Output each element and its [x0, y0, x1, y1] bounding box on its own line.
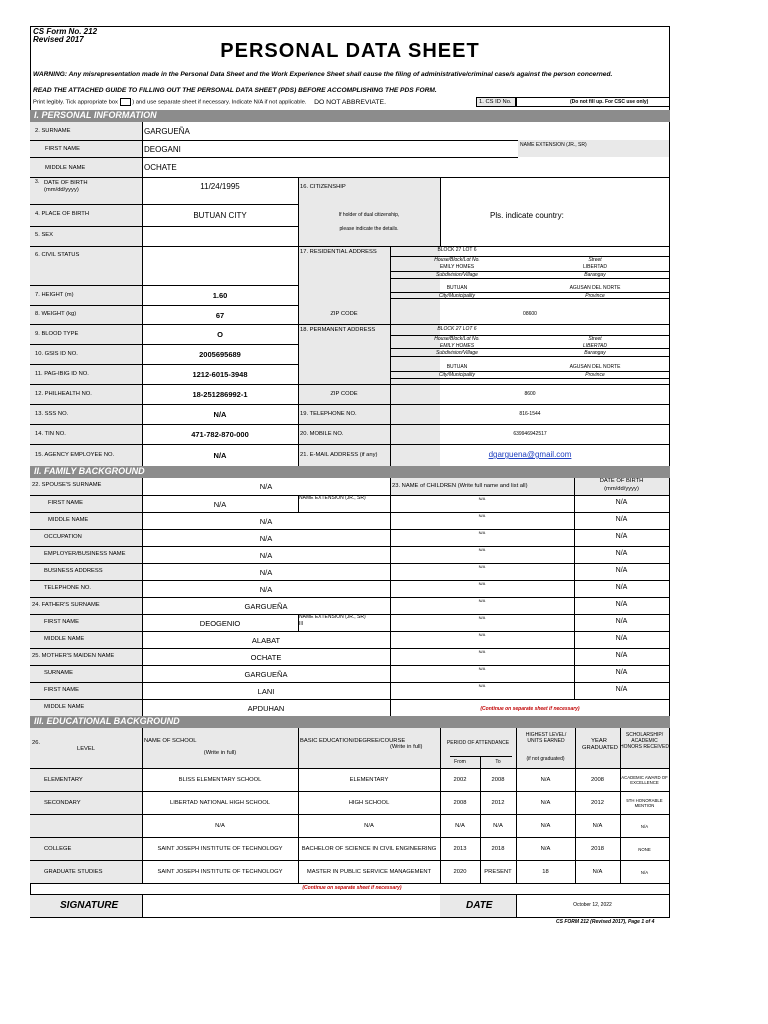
- print-instructions: [33, 98, 386, 107]
- spouse-surname-field[interactable]: N/A: [259, 482, 273, 491]
- res-subdivision-field[interactable]: EMILY HOMES: [439, 264, 475, 270]
- email-field[interactable]: dgarguena@gmail.com: [488, 450, 572, 459]
- perm-house-field[interactable]: BLOCK 27 LOT 6: [437, 326, 477, 332]
- child-name-field[interactable]: N/A: [478, 683, 486, 688]
- res-street-caption: Street: [588, 257, 602, 263]
- labels-column-bg-2: [298, 177, 440, 466]
- mother-middle-name-field[interactable]: APDUHAN: [247, 704, 285, 713]
- edu-level-field: SECONDARY: [44, 799, 81, 806]
- father-name-ext-field[interactable]: III: [299, 621, 304, 627]
- pagibig-field[interactable]: 1212-6015-3948: [192, 370, 248, 379]
- edu-school-field[interactable]: BLISS ELEMENTARY SCHOOL: [178, 776, 262, 783]
- res-zip-label: ZIP CODE: [330, 311, 358, 317]
- signature-label: SIGNATURE: [60, 900, 119, 911]
- edu-highest-field[interactable]: N/A: [540, 845, 551, 852]
- print-legibly-text: Print legibly. Tick appropriate box: [33, 99, 118, 106]
- weight-field[interactable]: 67: [215, 310, 225, 320]
- middle-name-field[interactable]: OCHATE: [144, 163, 177, 172]
- section-educational-background: III. EDUCATIONAL BACKGROUND: [30, 716, 670, 728]
- edu-from-field[interactable]: 2002: [453, 776, 467, 783]
- edu-school-field[interactable]: N/A: [215, 822, 225, 829]
- employer-label: EMPLOYER/BUSINESS NAME: [44, 551, 126, 557]
- mother-first-name-field[interactable]: LANI: [257, 687, 275, 696]
- telephone-label: 19. TELEPHONE NO.: [300, 411, 357, 417]
- child-name-field[interactable]: N/A: [478, 547, 486, 552]
- first-name-field[interactable]: DEOGANI: [144, 144, 181, 154]
- edu-to-header: To: [495, 759, 501, 765]
- email-label: 21. E-MAIL ADDRESS (if any): [300, 452, 378, 458]
- first-name-label: FIRST NAME: [45, 146, 80, 152]
- height-label: 7. HEIGHT (m): [35, 292, 74, 298]
- edu-year-field[interactable]: N/A: [592, 868, 603, 875]
- perm-city-field[interactable]: BUTUAN: [446, 364, 468, 370]
- child-name-field[interactable]: N/A: [478, 666, 486, 671]
- mobile-label: 20. MOBILE NO.: [300, 431, 344, 437]
- spouse-first-name-label: FIRST NAME: [48, 500, 83, 506]
- perm-zip-field[interactable]: 8600: [524, 391, 536, 397]
- perm-province-caption: Province: [585, 372, 605, 378]
- section-family-background: II. FAMILY BACKGROUND: [30, 466, 670, 478]
- edu-from-field[interactable]: 2008: [453, 799, 467, 806]
- dob-field[interactable]: 11/24/1995: [200, 181, 240, 191]
- weight-label: 8. WEIGHT (kg): [35, 311, 77, 317]
- dob-label: DATE OF BIRTH: [44, 180, 88, 186]
- father-surname-field[interactable]: GARGUEÑA: [244, 602, 288, 611]
- edu-honors-field[interactable]: N/A: [640, 823, 649, 829]
- edu-course-field[interactable]: MASTER IN PUBLIC SERVICE MANAGEMENT: [306, 868, 432, 875]
- edu-to-field[interactable]: 2008: [491, 776, 505, 783]
- page-note: CS FORM 212 (Revised 2017), Page 1 of 4: [556, 919, 655, 925]
- res-city-caption: City/Municipality: [438, 293, 476, 299]
- permanent-address-label: 18. PERMANENT ADDRESS: [300, 327, 376, 333]
- child-dob-field[interactable]: N/A: [615, 499, 628, 506]
- tin-field[interactable]: 471-782-870-000: [191, 430, 249, 439]
- edu-highest-field[interactable]: N/A: [540, 776, 551, 783]
- surname-label: 2. SURNAME: [35, 128, 71, 134]
- pob-field[interactable]: BUTUAN CITY: [193, 211, 247, 220]
- edu-to-field[interactable]: 2018: [491, 845, 505, 852]
- blood-type-label: 9. BLOOD TYPE: [35, 331, 79, 337]
- agency-no-field[interactable]: N/A: [213, 451, 227, 460]
- height-field[interactable]: 1.60: [212, 291, 228, 300]
- child-dob-format: (mm/dd/yyyy): [604, 486, 639, 492]
- mother-middle-name-label: MIDDLE NAME: [44, 704, 85, 710]
- family-continue-note: (Continue on separate sheet if necessary): [480, 706, 580, 712]
- edu-period-header: PERIOD OF ATTENDANCE: [446, 740, 510, 746]
- edu-highest-field[interactable]: 18: [542, 868, 549, 875]
- spouse-first-name-field[interactable]: N/A: [213, 500, 227, 509]
- edu-school-field[interactable]: LIBERTAD NATIONAL HIGH SCHOOL: [170, 799, 270, 806]
- res-zip-field[interactable]: 08600: [523, 311, 537, 317]
- civil-status-label: 6. CIVIL STATUS: [35, 252, 80, 258]
- edu-level-field: [44, 815, 142, 837]
- edu-school-field[interactable]: SAINT JOSEPH INSTITUTE OF TECHNOLOGY: [157, 845, 283, 852]
- child-dob-label: DATE OF BIRTH: [599, 478, 644, 484]
- res-house-caption: House/Block/Lot No.: [434, 257, 480, 263]
- perm-barangay-field[interactable]: LIBERTAD: [583, 343, 607, 349]
- edu-course-field[interactable]: HIGH SCHOOL: [348, 799, 390, 806]
- cs-use-only: (Do not fill up. For CSC use only): [570, 99, 649, 105]
- pds-sheet: [30, 26, 670, 932]
- cs-id-label: 1. CS ID No.: [476, 97, 516, 107]
- residential-address-label: 17. RESIDENTIAL ADDRESS: [300, 249, 377, 255]
- child-name-field[interactable]: N/A: [478, 649, 486, 654]
- res-barangay-field[interactable]: LIBERTAD: [583, 264, 607, 270]
- father-first-name-label: FIRST NAME: [44, 619, 79, 625]
- spouse-middle-name-label: MIDDLE NAME: [48, 517, 89, 523]
- mother-maiden-name-label: 25. MOTHER'S MAIDEN NAME: [32, 653, 115, 659]
- form-revised: Revised 2017: [33, 35, 84, 44]
- father-middle-name-label: MIDDLE NAME: [44, 636, 85, 642]
- form-number: CS Form No. 212: [33, 27, 98, 36]
- edu-highest-field[interactable]: N/A: [540, 822, 551, 829]
- edu-from-header: From: [454, 759, 466, 765]
- print-legibly-text-2: ) and use separate sheet if necessary. Indicate N/A if not applicable.: [132, 99, 307, 106]
- mobile-field[interactable]: 639946942517: [513, 431, 547, 437]
- edu-course-field[interactable]: ELEMENTARY: [349, 776, 389, 783]
- edu-honors-header: SCHOLARSHIP/ ACADEMIC HONORS RECEIVED: [620, 732, 669, 750]
- spouse-telephone-field[interactable]: N/A: [259, 585, 273, 594]
- date-field[interactable]: October 12, 2022: [573, 902, 612, 908]
- edu-highest-header: HIGHEST LEVEL/ UNITS EARNED: [525, 732, 567, 744]
- child-dob-field[interactable]: N/A: [615, 550, 628, 557]
- civil-status-field[interactable]: [142, 247, 298, 285]
- res-subdivision-caption: Subdivision/Village: [436, 272, 478, 278]
- edu-honors-field[interactable]: N/A: [640, 869, 649, 875]
- dual-citizenship-note-1: If holder of dual citizenship,: [338, 212, 400, 218]
- philhealth-field[interactable]: 18-251286992-1: [192, 390, 248, 399]
- perm-subdivision-field[interactable]: EMILY HOMES: [439, 343, 475, 349]
- tin-label: 14. TIN NO.: [35, 431, 66, 437]
- name-ext-label[interactable]: NAME EXTENSION (JR., SR): [518, 140, 669, 157]
- spouse-name-ext-label[interactable]: NAME EXTENSION (JR., SR): [299, 495, 366, 501]
- res-province-caption: Province: [585, 293, 605, 299]
- gsis-field[interactable]: 2005695689: [199, 350, 241, 359]
- edu-course-field[interactable]: N/A: [364, 822, 374, 829]
- perm-barangay-caption: Barangay: [584, 350, 606, 356]
- child-name-field[interactable]: N/A: [478, 581, 486, 586]
- mother-maiden-name-field[interactable]: OCHATE: [250, 653, 282, 662]
- res-city-field[interactable]: BUTUAN: [446, 285, 468, 291]
- signature-field[interactable]: [143, 896, 439, 917]
- edu-school-subheader: (Write in full): [203, 750, 237, 756]
- res-province-field[interactable]: AGUSAN DEL NORTE: [569, 285, 621, 291]
- father-surname-label: 24. FATHER'S SURNAME: [32, 602, 100, 608]
- dual-citizenship-note-2: please indicate the details.: [339, 226, 399, 232]
- edu-honors-field[interactable]: NONE: [638, 846, 651, 852]
- child-dob-field[interactable]: N/A: [615, 601, 628, 608]
- child-dob-field[interactable]: N/A: [615, 516, 628, 523]
- edu-to-field[interactable]: PRESENT: [484, 868, 512, 875]
- father-first-name-field[interactable]: DEOGENIO: [199, 619, 241, 628]
- child-name-field[interactable]: N/A: [478, 530, 486, 535]
- child-dob-field[interactable]: N/A: [615, 584, 628, 591]
- edu-num: 26.: [32, 740, 41, 746]
- child-name-field[interactable]: N/A: [478, 598, 486, 603]
- edu-course-subheader: (Write in full): [390, 744, 423, 750]
- child-dob-field[interactable]: N/A: [615, 533, 628, 540]
- date-label: DATE: [466, 900, 493, 911]
- edu-year-field[interactable]: N/A: [592, 822, 603, 829]
- perm-province-field[interactable]: AGUSAN DEL NORTE: [569, 364, 621, 370]
- child-name-field[interactable]: N/A: [478, 513, 486, 518]
- edu-honors-field[interactable]: ACADEMIC AWARD OF EXCELLENCE: [621, 775, 668, 785]
- perm-subdivision-caption: Subdivision/Village: [436, 350, 478, 356]
- child-dob-field[interactable]: N/A: [615, 686, 628, 693]
- mother-surname-label: SURNAME: [44, 670, 73, 676]
- child-name-field[interactable]: N/A: [478, 615, 486, 620]
- child-name-field[interactable]: N/A: [478, 632, 486, 637]
- occupation-field[interactable]: N/A: [259, 534, 273, 543]
- business-address-label: BUSINESS ADDRESS: [44, 568, 103, 574]
- father-name-ext-label: NAME EXTENSION (JR., SR): [299, 614, 366, 620]
- tick-box[interactable]: [120, 98, 131, 106]
- edu-year-field[interactable]: 2012: [591, 799, 604, 806]
- occupation-label: OCCUPATION: [44, 534, 82, 540]
- edu-course-header: BASIC EDUCATION/DEGREE/COURSE: [300, 738, 406, 744]
- edu-honors-field[interactable]: 5TH HONORABLE MENTION: [626, 798, 663, 808]
- child-name-field[interactable]: N/A: [478, 564, 486, 569]
- mother-surname-field[interactable]: GARGUEÑA: [244, 670, 288, 679]
- perm-house-caption: House/Block/Lot No.: [434, 336, 480, 342]
- edu-course-field[interactable]: BACHELOR OF SCIENCE IN CIVIL ENGINEERING: [301, 845, 437, 852]
- citizenship-label: 16. CITIZENSHIP: [300, 184, 346, 190]
- sex-label: 5. SEX: [35, 232, 54, 238]
- pob-label: 4. PLACE OF BIRTH: [35, 211, 90, 217]
- perm-zip-label: ZIP CODE: [330, 391, 358, 397]
- edu-level-field: GRADUATE STUDIES: [44, 868, 103, 875]
- mother-first-name-label: FIRST NAME: [44, 687, 79, 693]
- res-house-field[interactable]: BLOCK 27 LOT 6: [437, 247, 477, 253]
- agency-no-label: 15. AGENCY EMPLOYEE NO.: [35, 452, 115, 458]
- surname-field[interactable]: GARGUEÑA: [144, 127, 190, 136]
- sex-field[interactable]: [142, 227, 298, 246]
- edu-from-field[interactable]: 2013: [453, 845, 467, 852]
- res-barangay-caption: Barangay: [584, 272, 606, 278]
- edu-year-field[interactable]: 2008: [591, 776, 604, 783]
- edu-school-header: NAME OF SCHOOL: [144, 738, 197, 744]
- sss-label: 13. SSS NO.: [35, 411, 69, 417]
- spouse-surname-label: 22. SPOUSE'S SURNAME: [32, 482, 102, 488]
- telephone-field[interactable]: 816-1544: [519, 411, 541, 417]
- pagibig-label: 11. PAG-IBIG ID NO.: [35, 371, 89, 377]
- edu-year-header: YEAR GRADUATED: [582, 738, 618, 751]
- edu-from-field[interactable]: 2020: [453, 868, 467, 875]
- edu-level-field: COLLEGE: [44, 845, 72, 852]
- perm-street-caption: Street: [588, 336, 602, 342]
- edu-continue-note: (Continue on separate sheet if necessary): [302, 885, 402, 891]
- warning-text: WARNING: Any misrepresentation made in the Personal Data Sheet and the Work Experience Sheet shall cause the filing of administrative/criminal case/s against the person concerned.: [33, 71, 613, 78]
- middle-name-label: MIDDLE NAME: [45, 165, 86, 171]
- edu-to-field[interactable]: N/A: [493, 822, 503, 829]
- child-dob-field[interactable]: N/A: [615, 652, 628, 659]
- guide-text: READ THE ATTACHED GUIDE TO FILLING OUT THE PERSONAL DATA SHEET (PDS) BEFORE ACCOMPLISHING THE PDS FORM.: [33, 87, 437, 94]
- child-dob-field[interactable]: N/A: [615, 567, 628, 574]
- dob-format: (mm/dd/yyyy): [44, 187, 79, 193]
- edu-school-field[interactable]: SAINT JOSEPH INSTITUTE OF TECHNOLOGY: [157, 868, 283, 875]
- spouse-telephone-label: TELEPHONE NO.: [44, 585, 92, 591]
- edu-highest-subheader: (if not graduated): [526, 756, 565, 762]
- edu-to-field[interactable]: 2012: [491, 799, 505, 806]
- edu-level-header: LEVEL: [76, 746, 96, 752]
- father-middle-name-field[interactable]: ALABAT: [251, 636, 281, 645]
- business-address-field[interactable]: N/A: [259, 568, 273, 577]
- sss-field[interactable]: N/A: [213, 410, 227, 419]
- child-dob-field[interactable]: N/A: [615, 635, 628, 642]
- dob-num: 3.: [35, 179, 40, 185]
- child-name-field[interactable]: N/A: [478, 496, 486, 501]
- philhealth-label: 12. PHILHEALTH NO.: [35, 391, 92, 397]
- section-personal-info: I. PERSONAL INFORMATION: [30, 110, 670, 122]
- children-label: 23. NAME of CHILDREN (Write full name and list all): [392, 483, 528, 489]
- edu-from-field[interactable]: N/A: [455, 822, 465, 829]
- perm-city-caption: City/Municipality: [438, 372, 476, 378]
- child-dob-field[interactable]: N/A: [615, 618, 628, 625]
- spouse-middle-name-field[interactable]: N/A: [259, 517, 273, 526]
- edu-highest-field[interactable]: N/A: [540, 799, 551, 806]
- edu-year-field[interactable]: 2018: [591, 845, 604, 852]
- child-dob-field[interactable]: N/A: [615, 669, 628, 676]
- page-title: PERSONAL DATA SHEET: [220, 40, 480, 62]
- employer-field[interactable]: N/A: [259, 551, 273, 560]
- do-not-abbreviate: DO NOT ABBREVIATE.: [314, 98, 386, 106]
- gsis-label: 10. GSIS ID NO.: [35, 351, 78, 357]
- edu-level-field: ELEMENTARY: [44, 776, 83, 783]
- blood-type-field[interactable]: O: [217, 330, 223, 339]
- country-label: Pls. indicate country:: [490, 211, 564, 220]
